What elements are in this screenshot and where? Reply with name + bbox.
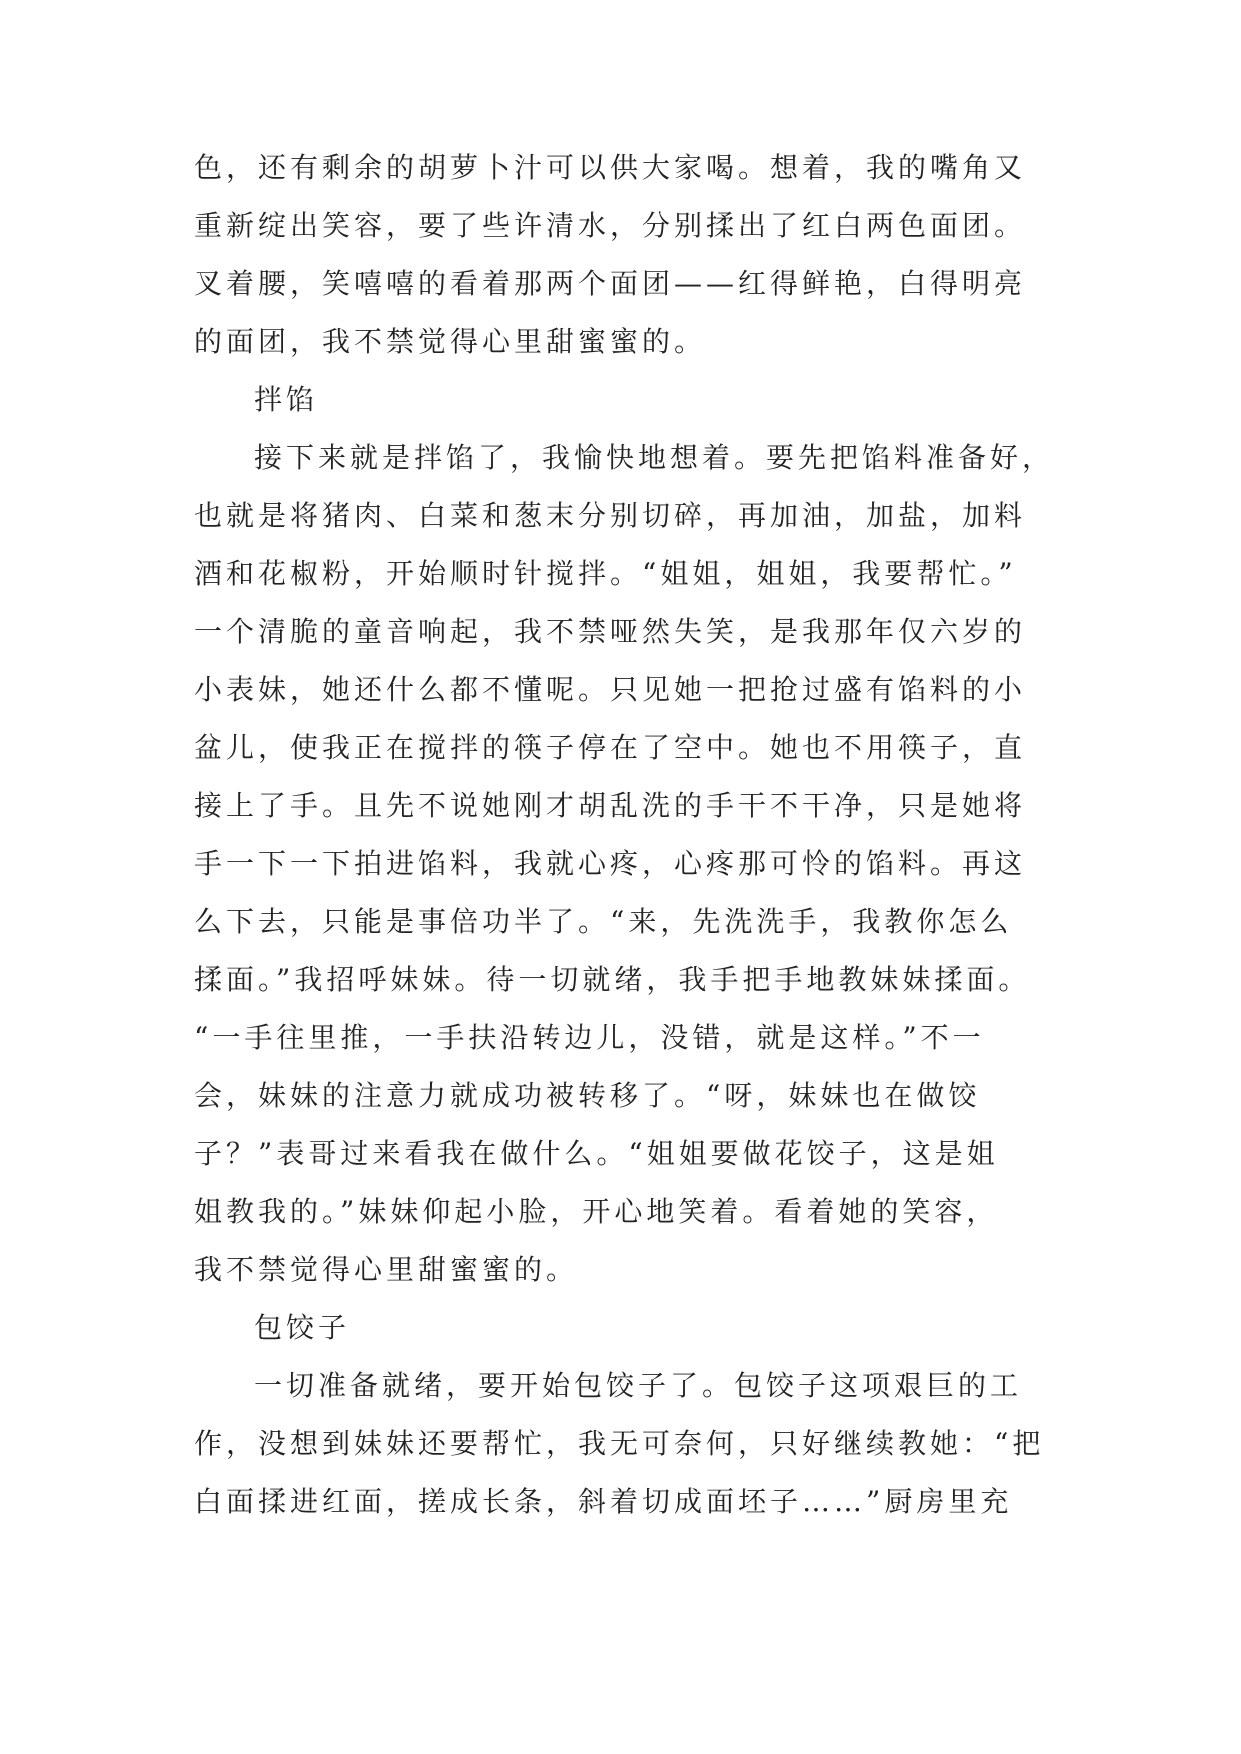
text-line: 色，还有剩余的胡萝卜汁可以供大家喝。想着，我的嘴角又 <box>194 151 1027 184</box>
text-line: 小表妹，她还什么都不懂呢。只见她一把抢过盛有馅料的小 <box>194 673 1027 706</box>
text-line: 盆儿，使我正在搅拌的筷子停在了空中。她也不用筷子，直 <box>194 731 1027 764</box>
text-line: 重新绽出笑容，要了些许清水，分别揉出了红白两色面团。 <box>194 209 1027 242</box>
text-line: 接上了手。且先不说她刚才胡乱洗的手干不干净，只是她将 <box>194 789 1027 822</box>
text-line: 叉着腰，笑嘻嘻的看着那两个面团——红得鲜艳，白得明亮 <box>194 267 1027 300</box>
text-line: 子？”表哥过来看我在做什么。“姐姐要做花饺子，这是姐 <box>194 1137 999 1170</box>
text-line: 揉面。”我招呼妹妹。待一切就绪，我手把手地教妹妹揉面。 <box>194 963 1031 996</box>
text-line: 接下来就是拌馅了，我愉快地想着。要先把馅料准备好， <box>254 441 1055 474</box>
section-heading: 包饺子 <box>254 1311 351 1344</box>
section-heading: 拌馅 <box>254 383 319 416</box>
text-line: 白面揉进红面，搓成长条，斜着切成面坯子……”厨房里充 <box>194 1485 1013 1518</box>
text-line: 的面团，我不禁觉得心里甜蜜蜜的。 <box>194 325 707 358</box>
text-line: 我不禁觉得心里甜蜜蜜的。 <box>194 1253 579 1286</box>
text-line: 会，妹妹的注意力就成功被转移了。“呀，妹妹也在做饺 <box>194 1079 981 1112</box>
text-line: 么下去，只能是事倍功半了。“来，先洗洗手，我教你怎么 <box>194 905 1013 938</box>
text-line: 酒和花椒粉，开始顺时针搅拌。“姐姐，姐姐，我要帮忙。” <box>194 557 1017 590</box>
text-line: 姐教我的。”妹妹仰起小脸，开心地笑着。看着她的笑容， <box>194 1195 999 1228</box>
text-line: 也就是将猪肉、白菜和葱末分别切碎，再加油，加盐，加料 <box>194 499 1027 532</box>
text-line: 手一下一下拍进馅料，我就心疼，心疼那可怜的馅料。再这 <box>194 847 1027 880</box>
text-line: 一切准备就绪，要开始包饺子了。包饺子这项艰巨的工 <box>254 1369 1023 1402</box>
text-line: “一手往里推，一手扶沿转边儿，没错，就是这样。”不一 <box>194 1021 985 1054</box>
text-line: 作，没想到妹妹还要帮忙，我无可奈何，只好继续教她：“把 <box>194 1427 1045 1460</box>
text-line: 一个清脆的童音响起，我不禁哑然失笑，是我那年仅六岁的 <box>194 615 1027 648</box>
